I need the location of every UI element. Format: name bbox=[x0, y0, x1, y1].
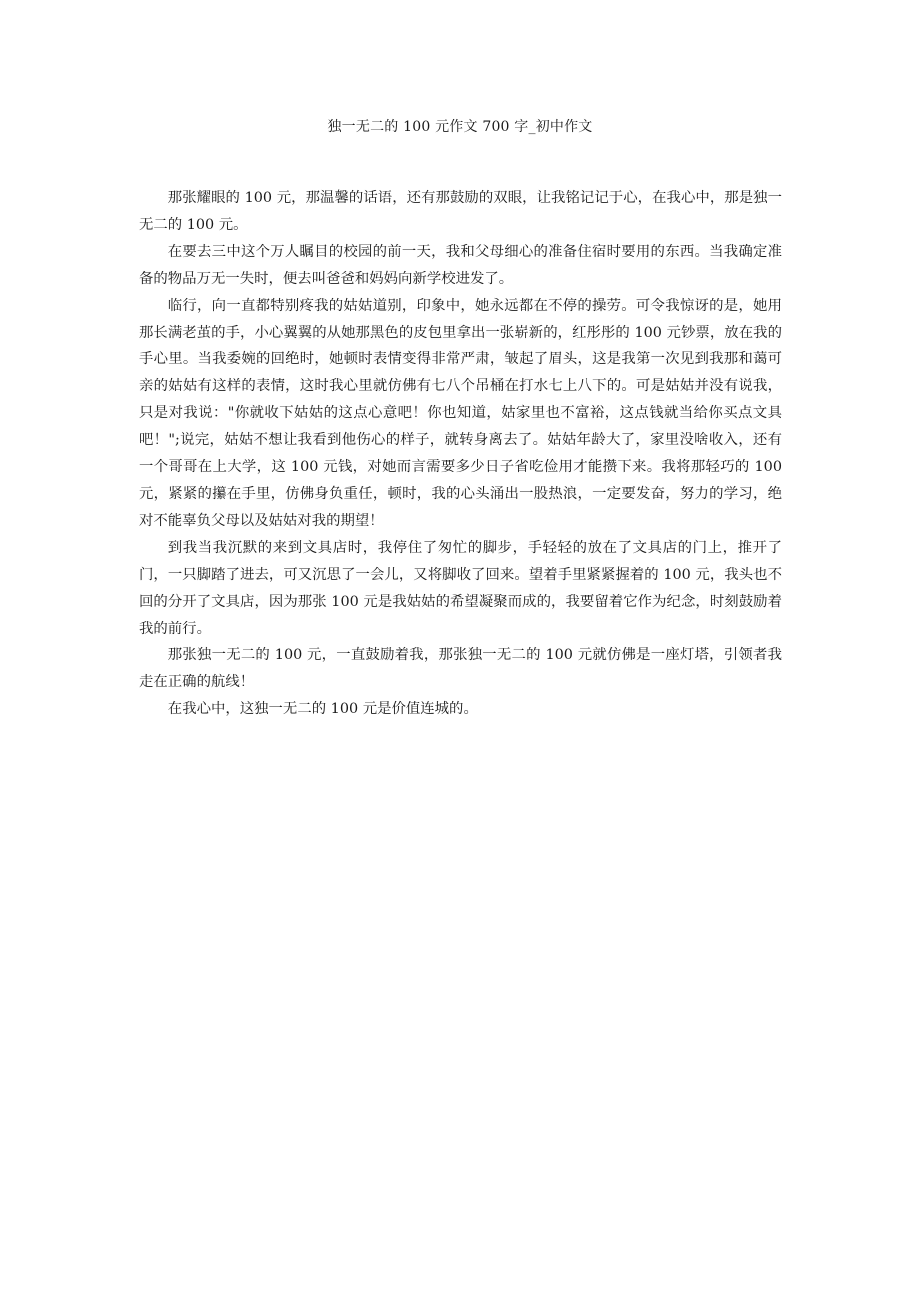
document-title: 独一无二的 100 元作文 700 字_初中作文 bbox=[327, 119, 593, 135]
paragraph-4: 到我当我沉默的来到文具店时，我停住了匆忙的脚步，手轻轻的放在了文具店的门上，推开了门，一只脚踏了进去，可又沉思了一会儿，又将脚收了回来。望着手里紧紧握着的 100 元，我头也不回的分开了文具店，因为那张 100 元是我姑姑的希望凝聚而成的，我要留着它作为纪念，时刻鼓励着我的前行。 bbox=[139, 539, 782, 637]
paragraph-2: 在要去三中这个万人瞩目的校园的前一天，我和父母细心的准备住宿时要用的东西。当我确定准备的物品万无一失时，便去叫爸爸和妈妈向新学校进发了。 bbox=[139, 243, 782, 287]
paragraph-5: 那张独一无二的 100 元，一直鼓励着我，那张独一无二的 100 元就仿佛是一座灯塔，引领者我走在正确的航线！ bbox=[139, 647, 782, 691]
paragraph-1: 那张耀眼的 100 元，那温馨的话语，还有那鼓励的双眼，让我铭记记于心，在我心中，那是独一无二的 100 元。 bbox=[139, 190, 782, 233]
paragraph-3: 临行，向一直都特别疼我的姑姑道别，印象中，她永远都在不停的操劳。可令我惊讶的是，她用那长满老茧的手，小心翼翼的从她那黑色的皮包里拿出一张崭新的，红彤彤的 100 元钞票，放在我的手心里。当我委婉的回绝时，她顿时表情变得非常严肃，皱起了眉头，这是我第一次见到我那和蔼可亲的姑姑有这样的表情，这时我心里就仿佛有七八个吊桶在打水七上八下的。可是姑姑并没有说我，只是对我说："你就收下姑姑的这点心意吧！你也知道，姑家里也不富裕，这点钱就当给你买点文具吧！";说完，姑姑不想让我看到他伤心的样子，就转身离去了。姑姑年龄大了，家里没啥收入，还有一个哥哥在上大学，这 100 元钱，对她而言需要多少日子省吃俭用才能攒下来。我将那轻巧的 100 元，紧紧的攥在手里，仿佛身负重任，顿时，我的心头涌出一股热浪，一定要发奋，努力的学习，绝对不能辜负父母以及姑姑对我的期望！ bbox=[139, 297, 782, 529]
document-body bbox=[139, 185, 782, 723]
paragraph-6: 在我心中，这独一无二的 100 元是价值连城的。 bbox=[167, 701, 478, 718]
